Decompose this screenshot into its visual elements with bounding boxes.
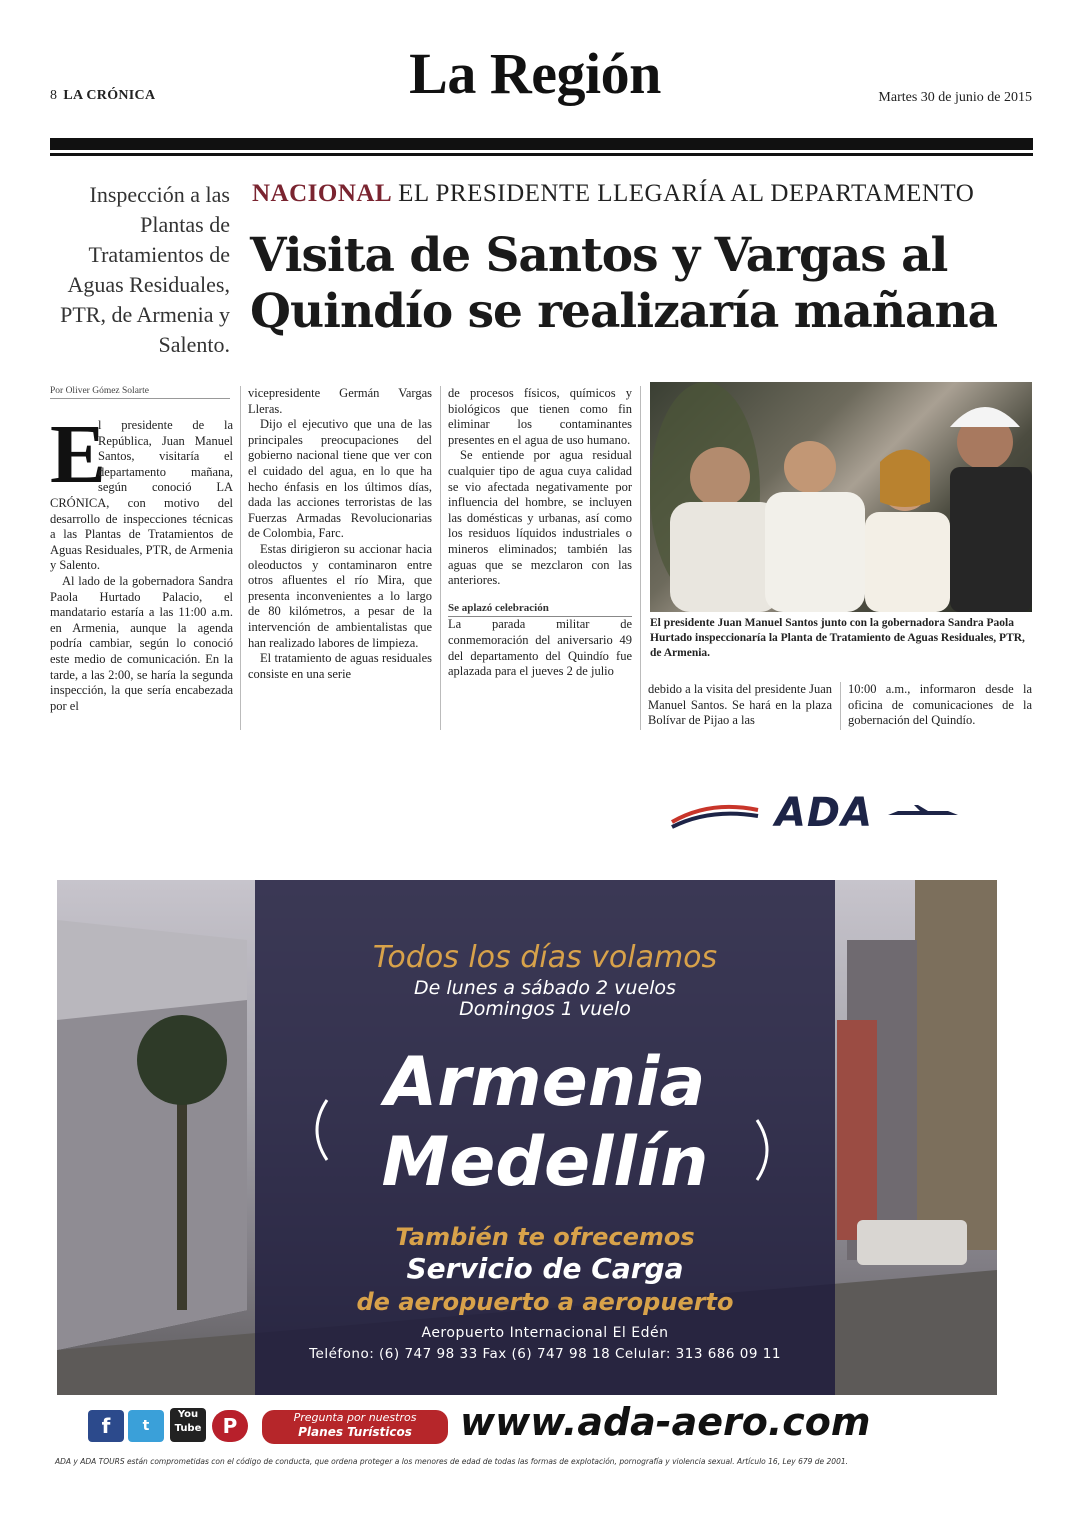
article-kicker (252, 180, 974, 208)
publication-name: LA CRÓNICA (63, 88, 156, 103)
paragraph: vicepresidente Germán Vargas Lleras. (248, 386, 432, 416)
photo-caption: El presidente Juan Manuel Santos junto con la gobernadora Sandra Paola Hurtado inspeccionaría la Planta de Tratamiento de Aguas Residuales, PTR, de Armenia. (650, 617, 1025, 659)
route-arrows-icon (307, 1080, 777, 1200)
drop-cap-spacer (50, 408, 107, 501)
promo-button[interactable] (262, 1410, 448, 1444)
paragraph: de procesos físicos, químicos y biológicos que tienen como fin eliminar los contaminantes presentes en el agua de uso humano. (448, 386, 632, 447)
page-number: 8 (50, 88, 58, 103)
ad-offer-detail: de aeropuerto a aeropuerto (356, 1288, 734, 1316)
column-divider (440, 386, 441, 730)
article-column-3 (448, 386, 632, 680)
paragraph: Dijo el ejecutivo que una de las principales preocupaciones del gobierno nacional tiene que ver con el cuidado del agua, en lo que ha hecho énfasis en los últimos días, dada las acciones terroristas de las Fuerzas Armadas Revolucionarias de Colombia, Farc. (248, 417, 432, 541)
facebook-icon[interactable]: f (88, 1410, 124, 1442)
ad-offer-intro: También te ofrecemos (395, 1223, 695, 1251)
issue-date: Martes 30 de junio de 2015 (878, 90, 1032, 105)
photo-illustration (650, 382, 1032, 612)
byline: Por Oliver Gómez Solarte (50, 386, 230, 399)
twitter-icon[interactable]: t (128, 1410, 164, 1442)
ad-tagline: Todos los días volamos (372, 940, 718, 975)
kicker-category: NACIONAL (252, 180, 393, 207)
paragraph: El tratamiento de aguas residuales consiste en una serie (248, 651, 432, 681)
article-deck: Inspección a las Plantas de Tratamientos de Aguas Residuales, PTR, de Armenia y Salento. (60, 182, 230, 357)
drop-cap: E (50, 408, 107, 501)
column-divider (240, 386, 241, 730)
ad-offer-service: Servicio de Carga (406, 1252, 684, 1285)
header-rule (50, 138, 1033, 153)
column-divider (640, 386, 641, 730)
ad-contact-phones: Teléfono: (6) 747 98 33 Fax (6) 747 98 18 Celular: 313 686 09 11 (309, 1346, 781, 1362)
paragraph: Al lado de la gobernadora Sandra Paola Hurtado Palacio, el mandatario estaría a las 11:00 a.m. en Armenia, aunque la agenda podría cambiar, según lo conoció este medio de comunicación. En la tarde, a las 2:00, se haría la segunda inspección, la que sería encabezada por el (50, 573, 233, 713)
paragraph: Se entiende por agua residual cualquier tipo de agua cuya calidad se vio afectada negativamente por influencia del hombre, se incluyen las domésticas y urbanas, así como los residuos líquidos industriales o mineros eliminados; también las aguas que se mezclaron con las anteriores. (448, 448, 632, 588)
youtube-icon[interactable]: You Tube (170, 1408, 206, 1442)
section-title: La Región (409, 41, 661, 106)
paragraph: La parada militar de conmemoración del aniversario 49 del departamento del Quindío fue aplazada para el jueves 2 de julio (448, 617, 632, 679)
article-photo (650, 382, 1032, 612)
ad-schedule-sundays: Domingos 1 vuelo (459, 998, 631, 1020)
column-divider (840, 682, 841, 730)
paragraph: 10:00 a.m., informaron desde la oficina de comunicaciones de la gobernación del Quindío. (848, 682, 1032, 728)
pinterest-icon[interactable]: P (212, 1410, 248, 1442)
paragraph: Estas dirigieron su accionar hacia oleoductos y contaminaron entre otros afluentes el río Mira, que presenta inconvenientes a lo largo de 80 kilómetros, a pesar de la intervención de ambientalistas que han realizado labores de limpieza. (248, 541, 432, 650)
article-column-2 (248, 386, 432, 682)
paragraph: debido a la visita del presidente Juan Manuel Santos. Se hará en la plaza Bolívar de Pijao a las (648, 682, 832, 728)
ad-legal-footnote: ADA y ADA TOURS están comprometidas con el código de conducta, que ordena proteger a los menores de edad de todas las formas de explotación, pornografía y violencia sexual. Artículo 16, Ley 679 de 2001. (55, 1457, 849, 1466)
ada-logo-text: ADA (774, 790, 874, 836)
logo-swoosh-icon (670, 800, 760, 830)
article-subhead: Se aplazó celebración (448, 601, 632, 618)
ad-route-destination: Medellín (381, 1123, 709, 1202)
article-column-4 (648, 682, 832, 729)
airplane-icon (888, 805, 958, 825)
promo-line-2: Planes Turísticos (298, 1425, 412, 1439)
article-headline: Visita de Santos y Vargas al Quindío se realizaría mañana (250, 228, 998, 339)
ad-website-link[interactable]: www.ada-aero.com (460, 1400, 871, 1444)
paragraph: l presidente de la República, Juan Manuel Santos, visitaría el departamento mañana, según conoció LA CRÓNICA, con motivo del desarrollo de inspecciones técnicas a las Plantas de Tratamientos de Aguas Residuales, PTR, de Armenia y Salento. (50, 418, 233, 573)
advertisement (57, 880, 997, 1395)
ada-logo (670, 790, 958, 836)
ad-airport: Aeropuerto Internacional El Edén (421, 1325, 669, 1341)
article-column-5 (848, 682, 1032, 729)
article-column-1 (50, 408, 233, 714)
ad-schedule-weekdays: De lunes a sábado 2 vuelos (414, 977, 676, 999)
promo-line-1: Pregunta por nuestros (293, 1411, 417, 1424)
kicker-text: EL PRESIDENTE LLEGARÍA AL DEPARTAMENTO (398, 180, 975, 207)
ad-route-origin: Armenia (384, 1043, 706, 1122)
